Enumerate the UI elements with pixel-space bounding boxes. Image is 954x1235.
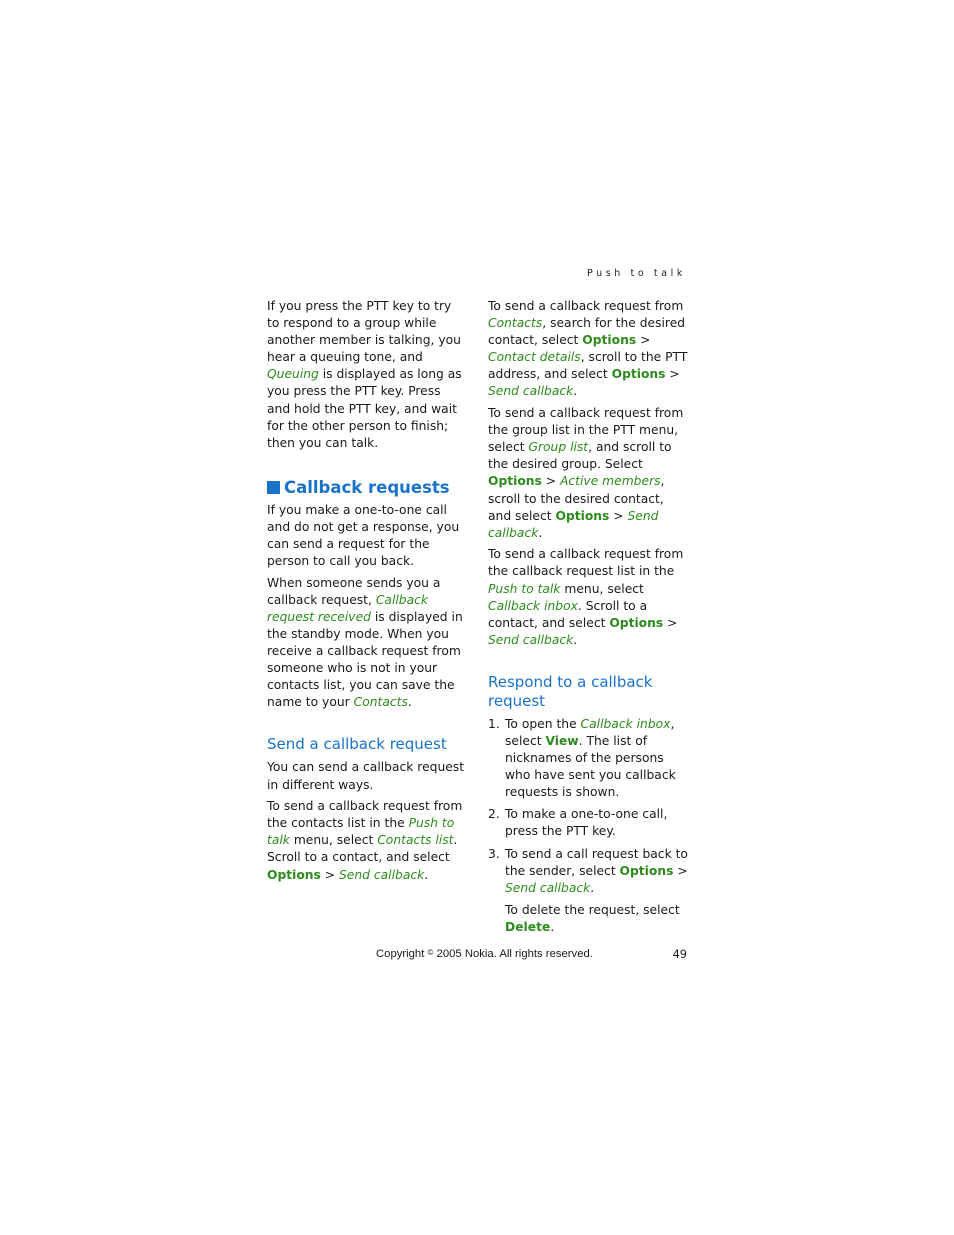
- send-callback-term: Send callback: [488, 384, 574, 399]
- options-term: Options: [619, 863, 674, 878]
- respond-callback-heading: Respond to a callback request: [488, 672, 653, 710]
- callback-inbox-term: Callback inbox: [580, 716, 671, 731]
- callback-received-paragraph: When someone sends you a callback request, Callback request received is displayed in the standby mode. When you receive a callback request from someone who is not in your contacts list, you can save the name to your Contacts.: [267, 575, 463, 710]
- delete-term: Delete: [505, 919, 551, 934]
- square-bullet-icon: [267, 481, 280, 494]
- list-item: 1. To open the Callback inbox, select View. The list of nicknames of the persons who have sent you callback requests is shown.: [488, 716, 676, 800]
- from-callback-inbox-paragraph: To send a callback request from the callback request list in the Push to talk menu, select Callback inbox. Scroll to a contact, and select Options > Send callback.: [488, 547, 684, 647]
- from-group-list-paragraph: To send a callback request from the group list in the PTT menu, select Group list, and scroll to the desired group. Select Options > Active members, scroll to the desired contact, and select Options > Send callback.: [488, 406, 684, 540]
- running-head: Push to talk: [586, 268, 686, 279]
- delete-note: To delete the request, select Delete.: [505, 902, 680, 934]
- ptt-queuing-paragraph: If you press the PTT key to try to respond to a group while another member is talking, you hear a queuing tone, and Queuing is displayed as long as you press the PTT key. Press and hold the PTT key, and wait for the other person to finish; then you can talk.: [267, 299, 462, 450]
- group-list-term: Group list: [528, 440, 589, 455]
- section-title: Callback requests: [284, 477, 450, 497]
- send-callback-term: Send callback: [505, 880, 591, 895]
- different-ways-paragraph: You can send a callback request in different ways.: [267, 760, 465, 792]
- options-term: Options: [582, 333, 637, 348]
- step-number: 1.: [488, 716, 500, 731]
- list-item: 3. To send a call request back to the sender, select Options > Send callback. To delete the request, select Delete.: [488, 846, 688, 936]
- send-callback-term: Send callback: [488, 632, 574, 647]
- queuing-term: Queuing: [267, 367, 319, 382]
- from-contacts-paragraph: To send a callback request from Contacts, search for the desired contact, select Options > Contact details, scroll to the PTT address, and select Options > Send callback.: [488, 299, 688, 399]
- send-callback-heading: Send a callback request: [267, 735, 447, 754]
- list-item: 2. To make a one-to-one call, press the PTT key.: [488, 807, 668, 839]
- contacts-term: Contacts: [488, 316, 543, 331]
- respond-steps-list: [488, 716, 688, 936]
- copyright-sign: ©: [427, 948, 434, 957]
- step-number: 3.: [488, 846, 500, 861]
- options-term: Options: [609, 615, 664, 630]
- options-term: Options: [555, 508, 610, 523]
- send-callback-term: Send callback: [488, 508, 659, 540]
- send-callback-term: Send callback: [339, 867, 425, 882]
- contacts-list-paragraph: To send a callback request from the contacts list in the Push to talk menu, select Contacts list. Scroll to a contact, and select Options > Send callback.: [267, 799, 463, 882]
- contacts-term: Contacts: [353, 695, 408, 710]
- right-column: [488, 298, 688, 941]
- section-heading: [267, 478, 467, 498]
- contacts-list-term: Contacts list: [377, 833, 454, 848]
- push-to-talk-term: Push to talk: [267, 816, 455, 848]
- copyright-footer: Copyright © 2005 Nokia. All rights reserved.: [376, 948, 593, 960]
- callback-inbox-term: Callback inbox: [488, 598, 578, 613]
- active-members-term: Active members: [560, 474, 661, 489]
- view-term: View: [545, 733, 579, 748]
- options-term: Options: [267, 867, 321, 882]
- callback-request-received-term: Callback request received: [267, 592, 429, 624]
- contact-details-term: Contact details: [488, 350, 581, 365]
- page-number: 49: [672, 948, 687, 961]
- push-to-talk-term: Push to talk: [488, 581, 561, 596]
- options-term: Options: [488, 474, 542, 489]
- left-column: [267, 298, 467, 888]
- step-number: 2.: [488, 807, 500, 822]
- options-term: Options: [611, 367, 666, 382]
- callback-intro-paragraph: If you make a one-to-one call and do not get a response, you can send a request for the person to call you back.: [267, 502, 460, 569]
